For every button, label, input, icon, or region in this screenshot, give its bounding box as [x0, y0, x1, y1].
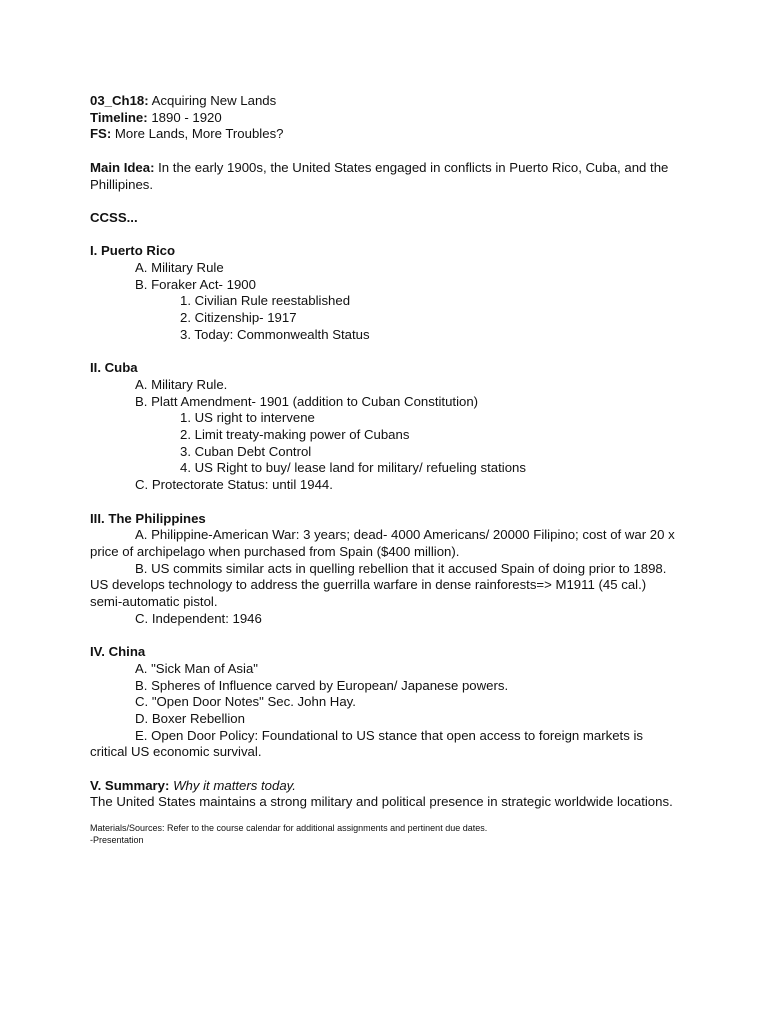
outline-item: A. Philippine-American War: 3 years; dead- 4000 Americans/ 20000 Filipino; cost of war 20 x price of archipelago when purchased from Spain ($400 million).	[90, 527, 675, 559]
outline-item: C. "Open Door Notes" Sec. John Hay.	[135, 694, 356, 710]
fs-value: More Lands, More Troubles?	[111, 126, 284, 142]
main-idea-text: In the early 1900s, the United States engaged in conflicts in Puerto Rico, Cuba, and the Phillipines.	[90, 159, 669, 192]
ccss-heading: CCSS...	[90, 209, 138, 225]
outline-item: B. Foraker Act- 1900	[135, 276, 256, 292]
main-idea	[90, 160, 680, 193]
outline-item: A. Military Rule	[135, 259, 224, 275]
section-heading-china: IV. China	[90, 644, 146, 660]
outline-item: B. US commits similar acts in quelling rebellion that it accused Spain of doing prior to 1898. US develops technology to address the guerrilla warfare in dense rainforests=> M1911 (45 cal.) semi-automatic pistol.	[90, 560, 667, 610]
title-line	[90, 93, 680, 110]
summary-heading	[90, 778, 680, 795]
materials-item: -Presentation	[90, 835, 144, 846]
summary-text: The United States maintains a strong military and political presence in strategic worldwide locations.	[90, 794, 673, 810]
section-heading-cuba: II. Cuba	[90, 360, 138, 376]
outline-subitem: 1. US right to intervene	[180, 410, 315, 426]
timeline-value: 1890 - 1920	[147, 109, 222, 125]
outline-subitem: 3. Cuban Debt Control	[180, 443, 312, 459]
outline-subitem: 4. US Right to buy/ lease land for military/ refueling stations	[180, 460, 526, 476]
main-idea-label: Main Idea:	[90, 159, 155, 175]
outline-item: C. Independent: 1946	[135, 610, 262, 626]
outline-item: E. Open Door Policy: Foundational to US stance that open access to foreign markets is critical US economic survival.	[90, 727, 643, 760]
section-heading-philippines: III. The Philippines	[90, 510, 206, 526]
outline-item: D. Boxer Rebellion	[135, 710, 245, 726]
outline-subitem: 2. Citizenship- 1917	[180, 310, 297, 326]
summary-label: V. Summary:	[90, 777, 170, 793]
outline-subitem: 1. Civilian Rule reestablished	[180, 293, 351, 309]
outline-item: C. Protectorate Status: until 1944.	[135, 477, 333, 493]
timeline-label: Timeline:	[90, 109, 148, 125]
title-value: Acquiring New Lands	[148, 93, 277, 108]
fs-label: FS:	[90, 126, 112, 142]
outline-subitem: 2. Limit treaty-making power of Cubans	[180, 427, 410, 442]
section-heading-puerto-rico: I. Puerto Rico	[90, 243, 175, 259]
outline-item: A. Military Rule.	[135, 376, 228, 392]
outline-item: B. Spheres of Influence carved by European/ Japanese powers.	[135, 677, 509, 693]
outline-subitem: 3. Today: Commonwealth Status	[180, 326, 370, 342]
outline-item: B. Platt Amendment- 1901 (addition to Cuban Constitution)	[135, 393, 479, 409]
summary-subtitle: Why it matters today.	[169, 777, 296, 793]
title-label: 03_Ch18:	[90, 93, 149, 108]
focus-statement-line	[90, 126, 680, 143]
materials-sources: Materials/Sources: Refer to the course calendar for additional assignments and pertinent due dates.	[90, 823, 488, 834]
outline-item: A. "Sick Man of Asia"	[135, 660, 258, 676]
timeline-line	[90, 110, 680, 127]
document-page	[90, 93, 680, 846]
